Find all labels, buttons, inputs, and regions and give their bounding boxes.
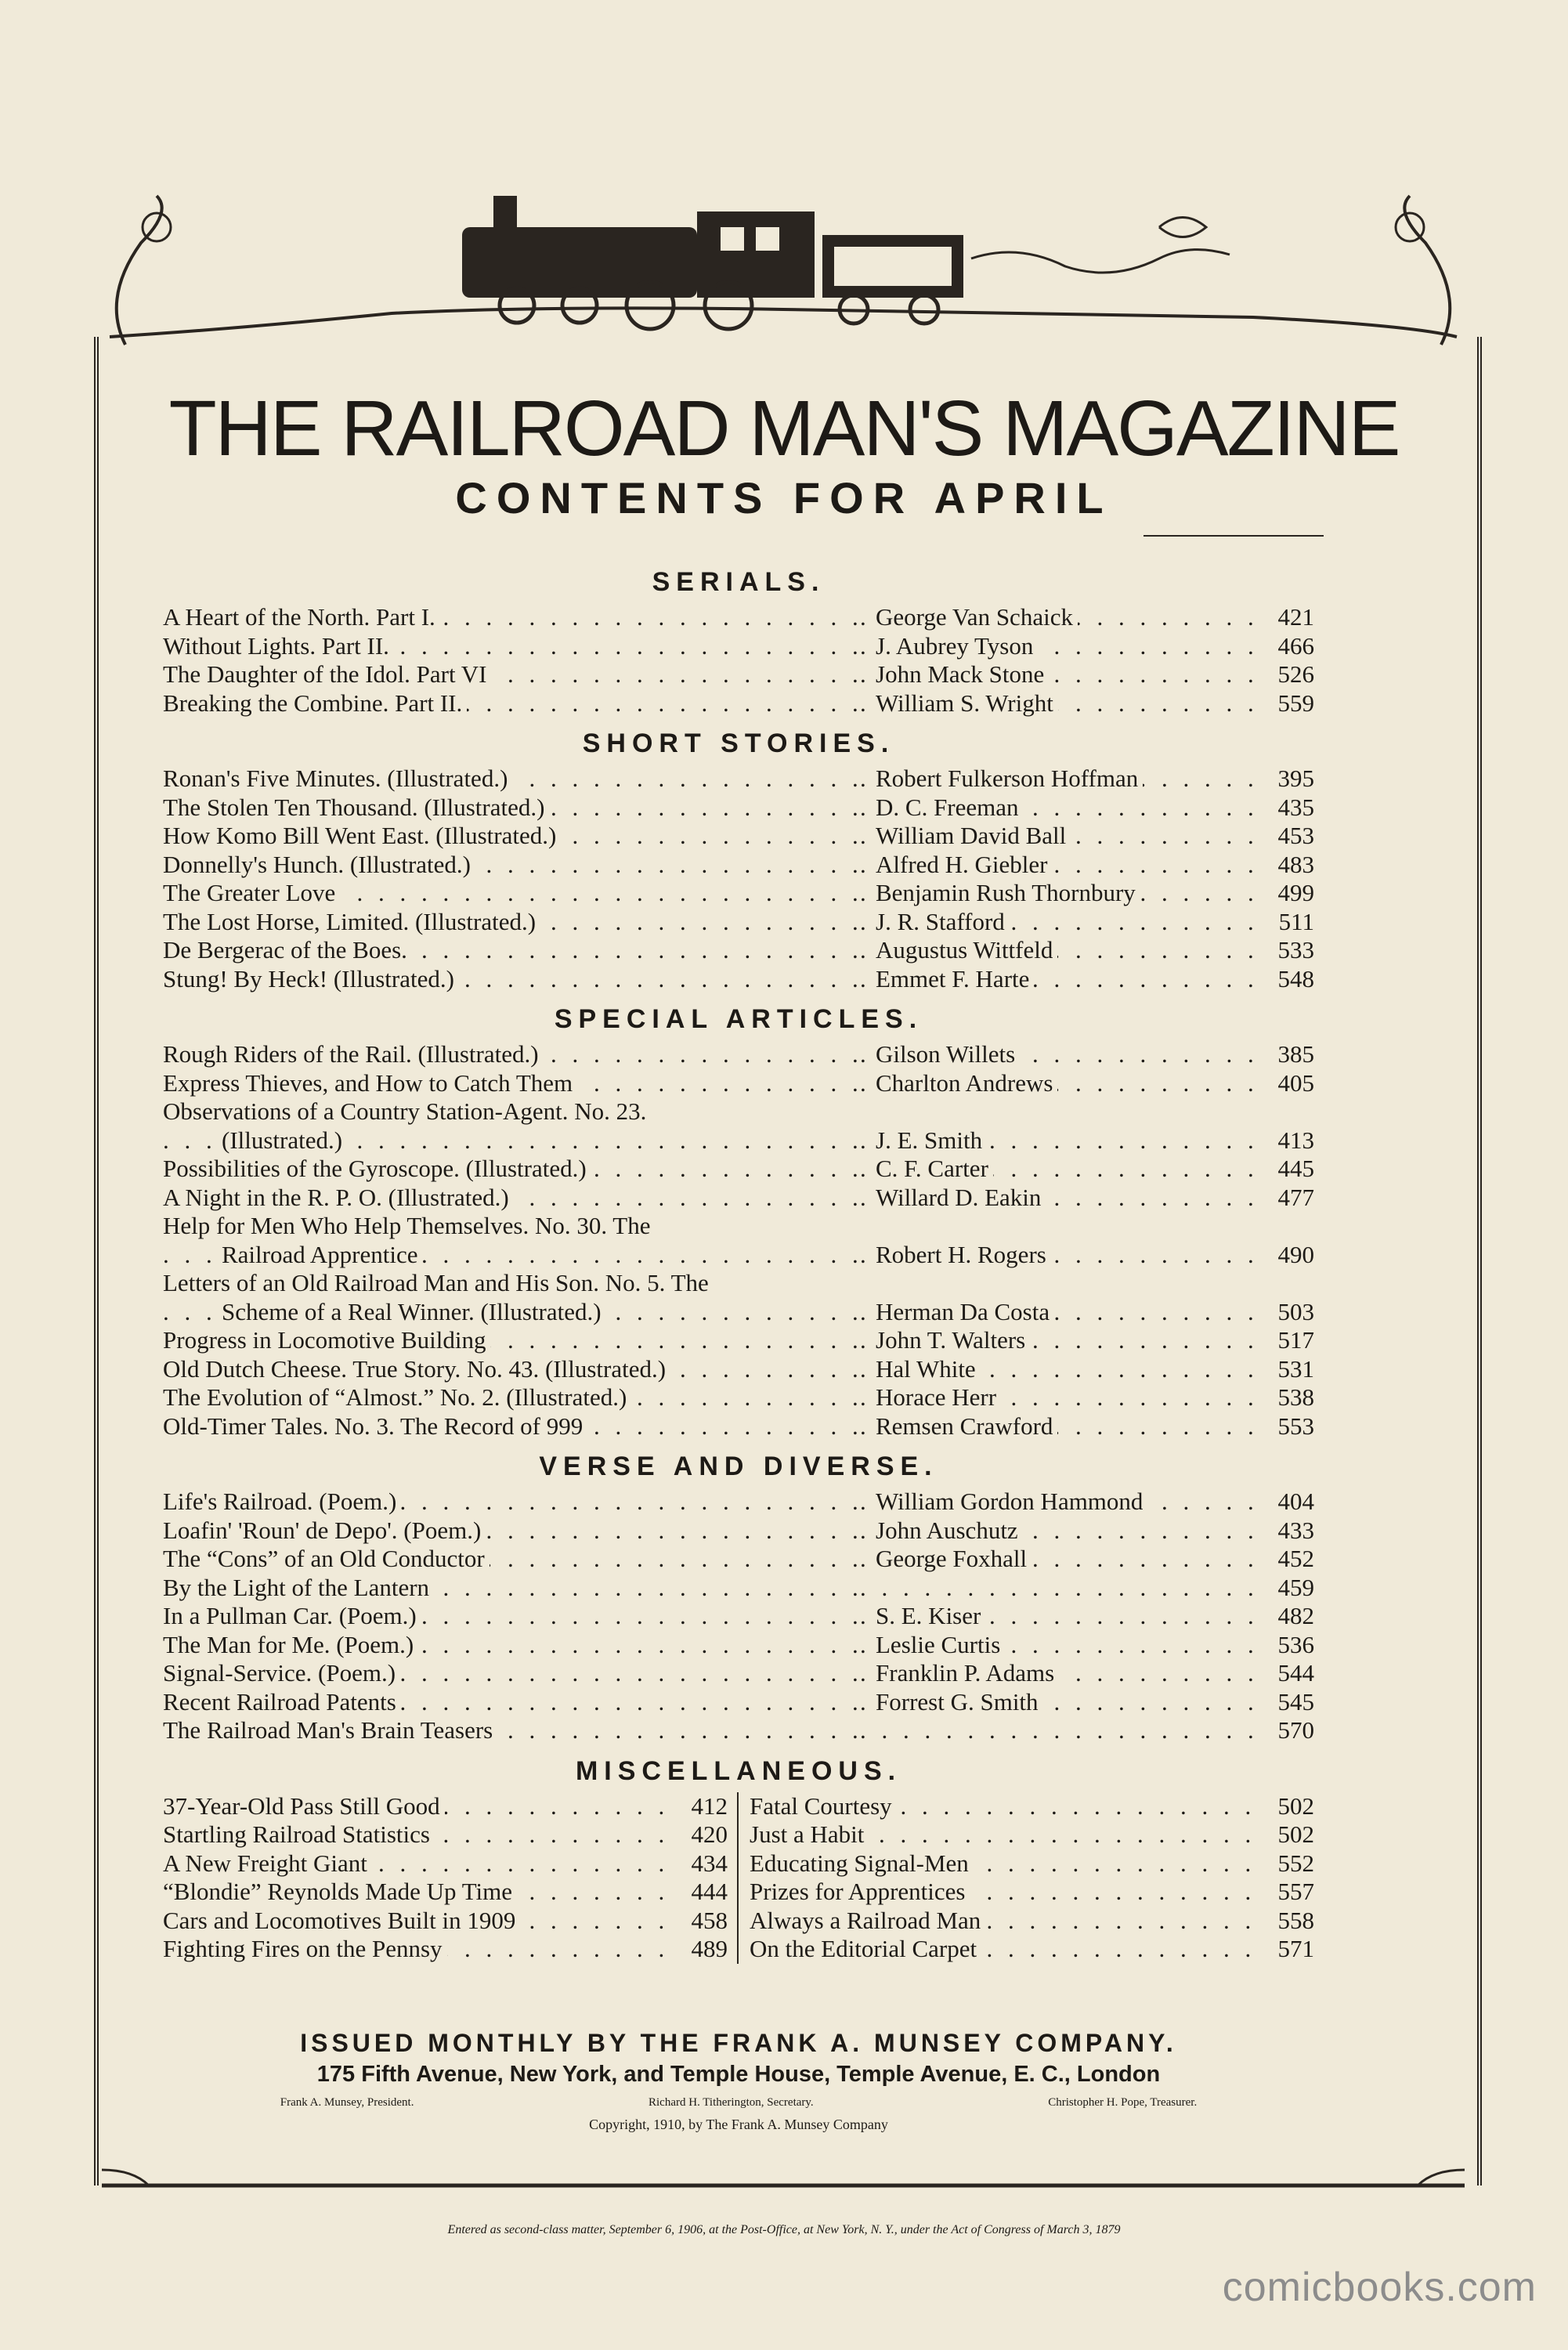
entry-author — [860, 1517, 1267, 1546]
entry-title — [163, 765, 860, 794]
entry-author — [860, 965, 1267, 994]
entry-author-text: William S. Wright — [876, 689, 1058, 717]
officer-treasurer: Christopher H. Pope, Treasurer. — [1048, 2096, 1198, 2109]
misc-entry-title-text: A New Freight Giant — [163, 1849, 372, 1877]
toc-entry — [163, 879, 1314, 908]
entry-author-text: J. Aubrey Tyson — [876, 632, 1038, 660]
entry-author — [860, 1097, 1267, 1126]
entry-page: 526 — [1277, 660, 1314, 688]
officers-line — [163, 2096, 1314, 2110]
misc-entry-title — [163, 1849, 681, 1878]
entry-title-text: Without Lights. Part II. — [163, 632, 394, 660]
entry-author — [860, 936, 1267, 965]
misc-entry-page: 458 — [691, 1906, 728, 1934]
entry-author-text: Willard D. Eakin — [876, 1184, 1046, 1211]
entry-title — [163, 689, 860, 718]
entry-author — [860, 1545, 1267, 1574]
toc-section — [163, 1445, 1314, 1745]
entry-title-text: Scheme of a Real Winner. (Illustrated.) — [222, 1298, 606, 1325]
contents-subtitle: CONTENTS FOR APRIL — [455, 473, 1113, 522]
toc-entry — [163, 632, 1314, 661]
entry-author — [860, 1631, 1267, 1660]
toc-entry — [163, 1574, 1314, 1603]
misc-entry-page: 420 — [691, 1820, 728, 1848]
entry-author-text: William David Ball — [876, 822, 1071, 849]
entry-author — [860, 851, 1267, 880]
misc-entry-title-text: Prizes for Apprentices — [750, 1878, 970, 1905]
entry-title — [163, 1659, 860, 1688]
toc-entry — [163, 1355, 1314, 1384]
entry-title — [163, 1488, 860, 1517]
entry-page: 404 — [1277, 1488, 1314, 1515]
entry-author-text: John Auschutz — [876, 1517, 1023, 1544]
section-heading: SERIALS. — [652, 567, 826, 597]
entry-author-text: J. R. Stafford — [876, 908, 1010, 935]
entry-author — [860, 1412, 1267, 1441]
misc-entry-title-text: Fighting Fires on the Pennsy — [163, 1935, 447, 1962]
toc-entry — [163, 1298, 1314, 1327]
misc-entry — [163, 1820, 728, 1849]
entry-title — [163, 1212, 860, 1241]
misc-entry-title — [163, 1878, 681, 1907]
entry-title-text: Railroad Apprentice — [222, 1241, 423, 1268]
entry-author-text: Leslie Curtis — [876, 1631, 1005, 1658]
entry-author-text: Benjamin Rush Thornbury — [876, 879, 1140, 906]
toc-entry — [163, 822, 1314, 851]
entry-page: 466 — [1277, 631, 1314, 660]
entry-title-text: Ronan's Five Minutes. (Illustrated.) — [163, 765, 512, 792]
entry-title — [163, 1326, 860, 1355]
entry-title-text: Express Thieves, and How to Catch Them — [163, 1069, 577, 1097]
toc-entry — [163, 908, 1314, 937]
entry-author — [860, 1040, 1267, 1069]
misc-entry-title-text: Fatal Courtesy — [750, 1792, 897, 1820]
entry-author — [860, 689, 1267, 718]
entry-title-text: The Evolution of “Almost.” No. 2. (Illustrated.) — [163, 1383, 631, 1411]
toc-entry — [163, 1097, 1314, 1126]
toc-entry — [163, 765, 1314, 794]
entry-title-text: (Illustrated.) — [222, 1126, 347, 1154]
toc-entry — [163, 851, 1314, 880]
officer-president: Frank A. Munsey, President. — [280, 2096, 414, 2109]
toc-section — [163, 561, 1314, 718]
entry-title-text: The Man for Me. (Poem.) — [163, 1631, 418, 1658]
entry-page: 482 — [1277, 1602, 1314, 1629]
misc-entry-title — [163, 1792, 681, 1821]
misc-entry-page: 502 — [1277, 1791, 1314, 1820]
entry-title-text: A Heart of the North. Part I. — [163, 603, 440, 631]
misc-entry-title — [750, 1820, 1267, 1849]
entry-title — [163, 660, 860, 689]
section-heading: VERSE AND DIVERSE. — [539, 1452, 938, 1481]
entry-author — [860, 1355, 1267, 1384]
entry-page: 545 — [1277, 1687, 1314, 1716]
entry-author — [860, 822, 1267, 851]
source-watermark: comicbooks.com — [1222, 2265, 1537, 2310]
entry-author-text: Horace Herr — [876, 1383, 1001, 1411]
copyright-line: Copyright, 1910, by The Frank A. Munsey Company — [589, 2117, 888, 2132]
entry-author-text: Herman Da Costa — [876, 1298, 1054, 1325]
misc-entry-page: 552 — [1277, 1849, 1314, 1877]
magazine-title: THE RAILROAD MAN'S MAGAZINE — [168, 385, 1400, 472]
toc-entry — [163, 603, 1314, 632]
toc-entry — [163, 689, 1314, 718]
entry-author-text: Alfred H. Giebler — [876, 851, 1053, 878]
entry-author-text: William Gordon Hammond — [876, 1488, 1147, 1515]
toc-entry — [163, 1659, 1314, 1688]
entry-author — [860, 765, 1267, 794]
misc-entry-title — [750, 1907, 1267, 1936]
entry-author — [860, 1126, 1267, 1155]
locomotive-header-illustration — [78, 180, 1488, 352]
entry-title-text: The Stolen Ten Thousand. (Illustrated.) — [163, 794, 549, 821]
entry-title-text: Stung! By Heck! (Illustrated.) — [163, 965, 459, 992]
entry-author — [860, 879, 1267, 908]
entry-author — [860, 1659, 1267, 1688]
misc-entry-title-text: 37-Year-Old Pass Still Good — [163, 1792, 445, 1820]
toc-entry — [163, 1412, 1314, 1441]
entry-page — [1267, 1212, 1314, 1241]
entry-author — [860, 794, 1267, 822]
entry-author — [860, 603, 1267, 632]
misc-entry-page: 558 — [1277, 1906, 1314, 1934]
entry-page: 490 — [1277, 1240, 1314, 1268]
entry-title — [163, 936, 860, 965]
entry-page: 483 — [1277, 850, 1314, 878]
entry-author-text: Gilson Willets — [876, 1040, 1020, 1068]
toc-entry — [163, 1602, 1314, 1631]
misc-entry-title — [163, 1935, 681, 1964]
entry-page: 533 — [1277, 936, 1314, 964]
entry-author — [860, 908, 1267, 937]
misc-entry-page: 444 — [691, 1878, 728, 1905]
entry-author-text: S. E. Kiser — [876, 1602, 985, 1629]
misc-entry-title-text: Just a Habit — [750, 1820, 869, 1848]
toc-entry — [163, 1155, 1314, 1184]
misc-entry — [750, 1878, 1314, 1907]
toc-section-misc — [163, 1750, 1314, 1964]
misc-column-right — [739, 1792, 1314, 1964]
misc-entry-title — [750, 1792, 1267, 1821]
entry-title — [163, 822, 860, 851]
entry-author — [860, 1716, 1267, 1745]
entry-author-text: J. E. Smith — [876, 1126, 987, 1154]
entry-author-text: Emmet F. Harte — [876, 965, 1034, 992]
entry-author-text: Robert Fulkerson Hoffman — [876, 765, 1143, 792]
entry-page: 453 — [1277, 822, 1314, 849]
entry-title — [163, 851, 860, 880]
toc-entry — [163, 1126, 1314, 1155]
toc-entry — [163, 1545, 1314, 1574]
entry-author — [860, 1574, 1267, 1603]
entry-title — [163, 1383, 860, 1412]
entry-title — [163, 1241, 860, 1270]
section-heading: MISCELLANEOUS. — [575, 1755, 902, 1786]
misc-entry — [163, 1792, 728, 1821]
entry-author — [860, 1269, 1267, 1298]
toc-entry — [163, 1383, 1314, 1412]
entry-page — [1267, 1097, 1314, 1126]
entry-page: 433 — [1277, 1516, 1314, 1544]
entry-title — [163, 1602, 860, 1631]
toc-entry — [163, 660, 1314, 689]
entry-title-text: Progress in Locomotive Building — [163, 1326, 490, 1354]
section-heading: SHORT STORIES. — [582, 728, 895, 758]
entry-title — [163, 908, 860, 937]
misc-entry-page: 434 — [691, 1849, 728, 1877]
entry-author — [860, 1488, 1267, 1517]
entry-title — [163, 965, 860, 994]
misc-entry-title — [163, 1820, 681, 1849]
entry-title — [163, 1298, 860, 1327]
frame-bottom-ornament — [102, 2162, 1465, 2193]
entry-author-text: Forrest G. Smith — [876, 1688, 1043, 1716]
entry-author-text — [876, 1097, 880, 1125]
entry-author — [860, 660, 1267, 689]
entry-title — [163, 1716, 860, 1745]
entry-title — [163, 794, 860, 822]
entry-title-text: Loafin' 'Roun' de Depo'. (Poem.) — [163, 1517, 486, 1544]
entry-title — [163, 879, 860, 908]
toc-entry — [163, 1716, 1314, 1745]
entry-title — [163, 1155, 860, 1184]
entry-title-text: In a Pullman Car. (Poem.) — [163, 1602, 421, 1629]
officer-secretary: Richard H. Titherington, Secretary. — [649, 2096, 814, 2109]
entry-title-text: Signal-Service. (Poem.) — [163, 1659, 400, 1687]
postal-entry-notice: Entered as second-class matter, September 6, 1906, at the Post-Office, at New York, N. Y., under the Act of Congress of March 3, 1879 — [447, 2223, 1121, 2236]
entry-page: 459 — [1277, 1573, 1314, 1601]
entry-author-text — [876, 1574, 880, 1601]
entry-title-text: The Greater Love — [163, 879, 340, 906]
entry-author-text — [876, 1212, 880, 1239]
misc-entry-title-text: On the Editorial Carpet — [750, 1935, 981, 1962]
entry-page: 544 — [1277, 1659, 1314, 1687]
misc-column-left — [163, 1792, 739, 1964]
entry-page: 559 — [1277, 689, 1314, 717]
misc-entry-title — [750, 1849, 1267, 1878]
entry-author-text: George Foxhall — [876, 1545, 1031, 1572]
entry-author-text: Robert H. Rogers — [876, 1241, 1051, 1268]
misc-entry-title-text: Cars and Locomotives Built in 1909 — [163, 1907, 520, 1934]
entry-author — [860, 1298, 1267, 1327]
entry-title-text: Recent Railroad Patents — [163, 1688, 401, 1716]
toc-entry — [163, 965, 1314, 994]
misc-entry-page: 557 — [1277, 1878, 1314, 1905]
entry-author-text: Hal White — [876, 1355, 981, 1383]
entry-title-text: Letters of an Old Railroad Man and His Son. No. 5. The — [163, 1269, 714, 1296]
entry-title-text: A Night in the R. P. O. (Illustrated.) — [163, 1184, 514, 1211]
toc-section — [163, 722, 1314, 993]
entry-page — [1267, 1269, 1314, 1298]
entry-author — [860, 1069, 1267, 1098]
entry-page: 511 — [1278, 907, 1314, 935]
entry-page: 499 — [1277, 879, 1314, 906]
toc-entry — [163, 1517, 1314, 1546]
entry-author — [860, 1155, 1267, 1184]
entry-page: 517 — [1277, 1326, 1314, 1354]
entry-author — [860, 1602, 1267, 1631]
entry-title-text: The “Cons” of an Old Conductor — [163, 1545, 490, 1572]
entry-title — [163, 1574, 860, 1603]
entry-author — [860, 1212, 1267, 1241]
entry-author — [860, 1184, 1267, 1213]
entry-title — [163, 1269, 860, 1298]
entry-title — [163, 1545, 860, 1574]
entry-page: 445 — [1277, 1155, 1314, 1182]
entry-title-text: By the Light of the Lantern — [163, 1574, 434, 1601]
entry-title — [163, 1184, 860, 1213]
entry-page: 553 — [1277, 1412, 1314, 1440]
entry-title — [163, 632, 860, 661]
entry-author-text: Remsen Crawford — [876, 1412, 1057, 1440]
entry-author-text — [876, 1716, 880, 1744]
entry-author-text: George Van Schaick — [876, 603, 1078, 631]
entry-author — [860, 632, 1267, 661]
toc-entry — [163, 936, 1314, 965]
misc-entry-page: 571 — [1277, 1935, 1314, 1962]
misc-entry-title-text: “Blondie” Reynolds Made Up Time — [163, 1878, 517, 1905]
entry-title — [163, 603, 860, 632]
entry-title — [163, 1412, 860, 1441]
entry-title-text: Breaking the Combine. Part II. — [163, 689, 467, 717]
misc-entry-title — [750, 1935, 1267, 1964]
entry-page: 503 — [1277, 1297, 1314, 1325]
misc-entry — [163, 1849, 728, 1878]
entry-title — [163, 1040, 860, 1069]
entry-title — [163, 1631, 860, 1660]
entry-title-text: The Daughter of the Idol. Part VI — [163, 660, 492, 688]
entry-page: 385 — [1277, 1040, 1314, 1068]
misc-entry — [163, 1878, 728, 1907]
entry-page: 570 — [1277, 1716, 1314, 1744]
entry-author-text: Augustus Wittfeld — [876, 936, 1057, 964]
entry-title — [163, 1069, 860, 1098]
toc-entry — [163, 1069, 1314, 1098]
entry-page: 538 — [1277, 1383, 1314, 1411]
entry-title-text: Help for Men Who Help Themselves. No. 30. The — [163, 1212, 655, 1239]
misc-entry-page: 489 — [691, 1935, 728, 1962]
entry-title-text: How Komo Bill Went East. (Illustrated.) — [163, 822, 561, 849]
toc-entry — [163, 1184, 1314, 1213]
publisher-address: 175 Fifth Avenue, New York, and Temple House, Temple Avenue, E. C., London — [316, 2062, 1161, 2087]
toc-entry — [163, 1040, 1314, 1069]
entry-title-text: Rough Riders of the Rail. (Illustrated.) — [163, 1040, 544, 1068]
misc-entry — [750, 1907, 1314, 1936]
misc-entry — [750, 1849, 1314, 1878]
misc-entry-page: 412 — [691, 1791, 728, 1820]
entry-title-text: Observations of a Country Station-Agent. No. 23. — [163, 1097, 651, 1125]
entry-title — [163, 1355, 860, 1384]
entry-page: 477 — [1277, 1183, 1314, 1211]
misc-entry-title-text: Educating Signal-Men — [750, 1849, 974, 1877]
entry-author — [860, 1383, 1267, 1412]
entry-page: 395 — [1277, 765, 1314, 792]
entry-page: 536 — [1277, 1630, 1314, 1658]
entry-title-text: Old-Timer Tales. No. 3. The Record of 999 — [163, 1412, 587, 1440]
entry-author — [860, 1326, 1267, 1355]
subtitle-rule — [1143, 535, 1324, 537]
toc-section — [163, 998, 1314, 1441]
entry-page: 405 — [1277, 1068, 1314, 1097]
entry-page: 531 — [1277, 1354, 1314, 1383]
entry-author-text: Charlton Andrews — [876, 1069, 1057, 1097]
misc-entry — [163, 1907, 728, 1936]
entry-title-text: De Bergerac of the Boes. — [163, 936, 412, 964]
misc-entry — [750, 1820, 1314, 1849]
table-of-contents — [163, 556, 1314, 1964]
entry-title-text: Life's Railroad. (Poem.) — [163, 1488, 401, 1515]
toc-entry — [163, 1269, 1314, 1298]
misc-entry-title — [750, 1878, 1267, 1907]
entry-author — [860, 1241, 1267, 1270]
entry-title-text: The Lost Horse, Limited. (Illustrated.) — [163, 908, 540, 935]
entry-title-text: The Railroad Man's Brain Teasers — [163, 1716, 497, 1744]
toc-entry — [163, 794, 1314, 822]
entry-page: 548 — [1277, 964, 1314, 992]
entry-page: 435 — [1277, 793, 1314, 821]
entry-page: 452 — [1277, 1545, 1314, 1572]
entry-title — [163, 1097, 860, 1126]
misc-entry — [163, 1935, 728, 1964]
entry-author-text — [876, 1269, 880, 1296]
toc-entry — [163, 1688, 1314, 1717]
toc-entry — [163, 1326, 1314, 1355]
publisher-line: ISSUED MONTHLY BY THE FRANK A. MUNSEY COMPANY. — [300, 2029, 1177, 2057]
misc-entry-title — [163, 1907, 681, 1936]
toc-entry — [163, 1631, 1314, 1660]
entry-author — [860, 1688, 1267, 1717]
entry-title-text: Possibilities of the Gyroscope. (Illustrated.) — [163, 1155, 591, 1182]
entry-title — [163, 1688, 860, 1717]
entry-author-text: D. C. Freeman — [876, 794, 1024, 821]
entry-title-text: Old Dutch Cheese. True Story. No. 43. (Illustrated.) — [163, 1355, 670, 1383]
misc-entry — [750, 1792, 1314, 1821]
entry-author-text: John T. Walters — [876, 1326, 1030, 1354]
toc-entry — [163, 1488, 1314, 1517]
misc-entry — [750, 1935, 1314, 1964]
entry-author-text: John Mack Stone — [876, 660, 1049, 688]
misc-entry-page: 502 — [1277, 1820, 1314, 1848]
toc-entry — [163, 1241, 1314, 1270]
misc-columns — [163, 1792, 1314, 1964]
entry-title-text: Donnelly's Hunch. (Illustrated.) — [163, 851, 475, 878]
entry-author-text: C. F. Carter — [876, 1155, 993, 1182]
entry-page: 413 — [1277, 1126, 1314, 1154]
misc-entry-title-text: Always a Railroad Man — [750, 1907, 985, 1934]
misc-entry-title-text: Startling Railroad Statistics — [163, 1820, 435, 1848]
section-heading: SPECIAL ARTICLES. — [554, 1004, 923, 1034]
entry-title — [163, 1126, 860, 1155]
toc-entry — [163, 1212, 1314, 1241]
entry-page: 421 — [1277, 603, 1314, 631]
entry-title — [163, 1517, 860, 1546]
entry-author-text: Franklin P. Adams — [876, 1659, 1059, 1687]
